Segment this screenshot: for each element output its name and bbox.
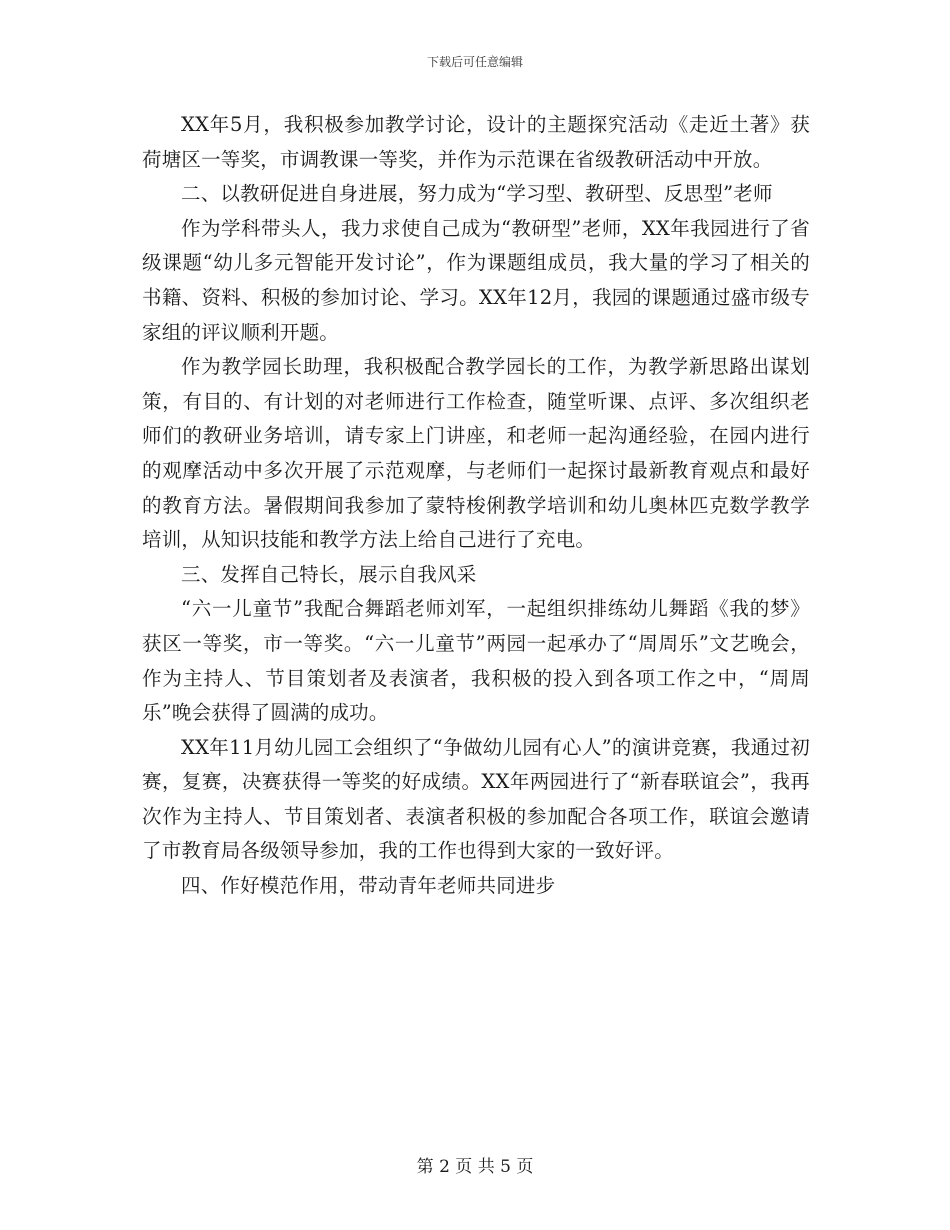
section-heading-2: 二、以教研促进自身进展，努力成为“学习型、教研型、反思型”老师 xyxy=(181,182,773,206)
page-footer: 第 2 页 共 5 页 xyxy=(416,1157,534,1177)
paragraph-3: 作为学科带头人，我力求使自己成为“教研型”老师，XX年我园进行了省级课题“幼儿多元智能开发讨论”，作为课题组成员，我大量的学习了相关的书籍、资料、积极的参加讨论、学习。XX年12月，我园的课题通过盛市级专家组的评议顺利开题。 xyxy=(142,216,810,344)
paragraph-7: XX年11月幼儿园工会组织了“争做幼儿园有心人”的演讲竞赛，我通过初赛，复赛，决赛获得一等奖的好成绩。XX年两园进行了“新春联谊会”，我再次作为主持人、节目策划者、表演者积极的参加配合各项工作，联谊会邀请了市教育局各级领导参加，我的工作也得到大家的一致好评。 xyxy=(142,735,810,863)
paragraph-4: 作为教学园长助理，我积极配合教学园长的工作，为教学新思路出谋划策，有目的、有计划的对老师进行工作检查，随堂听课、点评、多次组织老师们的教研业务培训，请专家上门讲座，和老师一起沟通经验，在园内进行的观摩活动中多次开展了示范观摩，与老师们一起探讨最新教育观点和最好的教育方法。暑假期间我参加了蒙特梭俐教学培训和幼儿奥林匹克数学教学培训，从知识技能和教学方法上给自己进行了充电。 xyxy=(142,355,810,552)
document-body xyxy=(142,108,810,904)
paragraph-1: XX年5月，我积极参加教学讨论，设计的主题探究活动《走近土著》获荷塘区一等奖，市调教课一等奖，并作为示范课在省级教研活动中开放。 xyxy=(142,113,810,171)
section-heading-4: 四、作好模范作用，带动青年老师共同进步 xyxy=(181,874,556,898)
section-heading-3: 三、发挥自己特长，展示自我风采 xyxy=(181,562,477,586)
paragraph-6: “六一儿童节”我配合舞蹈老师刘军，一起组织排练幼儿舞蹈《我的梦》获区一等奖，市一等奖。“六一儿童节”两园一起承办了“周周乐”文艺晚会，作为主持人、节目策划者及表演者，我积极的投入到各项工作之中，“周周乐”晚会获得了圆满的成功。 xyxy=(142,597,810,725)
page-header: 下载后可任意编辑 xyxy=(426,55,523,69)
